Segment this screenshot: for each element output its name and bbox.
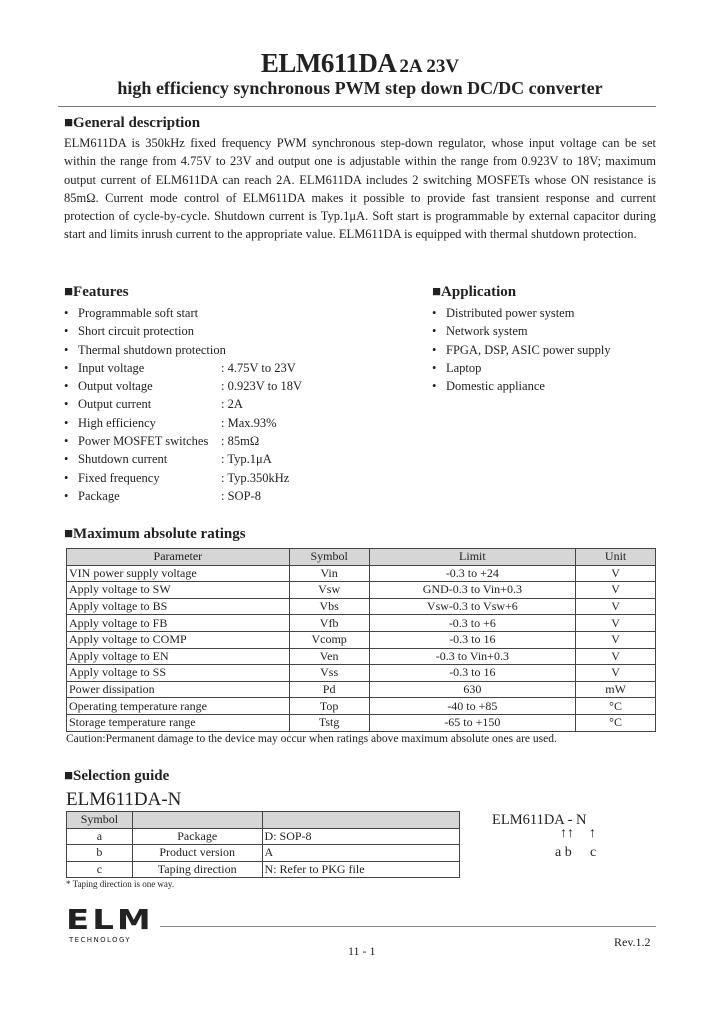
part-breakdown-label: ELM611DA - N: [492, 812, 587, 828]
rating-unit: V: [576, 582, 656, 599]
application-item: • Laptop: [432, 359, 662, 377]
rating-unit: mW: [576, 681, 656, 698]
selection-note: * Taping direction is one way.: [66, 879, 175, 889]
feature-item: [64, 341, 394, 359]
selection-part-number: ELM611DA-N: [66, 789, 182, 810]
rating-symbol: Vss: [289, 665, 369, 682]
model-rating: 2A 23V: [399, 56, 460, 77]
elm-logo: [66, 904, 154, 944]
feature-label: Short circuit protection: [78, 324, 194, 339]
ratings-caution: Caution:Permanent damage to the device may occur when ratings above maximum absolute ones are used.: [66, 733, 557, 745]
rating-limit: -40 to +85: [369, 698, 576, 715]
general-description-heading: ■General description: [64, 115, 201, 131]
feature-label: High efficiency: [78, 415, 156, 430]
feature-item: [64, 469, 394, 487]
selection-table: [66, 811, 460, 878]
ratings-heading: ■Maximum absolute ratings: [64, 526, 246, 542]
rating-limit: -0.3 to 16: [369, 665, 576, 682]
logo-mark: ELM: [66, 904, 154, 936]
table-row: [67, 828, 460, 845]
rating-unit: V: [576, 598, 656, 615]
selection-symbol: c: [67, 861, 133, 878]
revision-label: Rev.1.2: [614, 935, 651, 949]
footer-divider: [160, 926, 656, 927]
rating-symbol: Vsw: [289, 582, 369, 599]
feature-label: Package: [78, 488, 120, 503]
ratings-col-limit: Limit: [369, 549, 576, 566]
feature-label: Thermal shutdown protection: [78, 342, 226, 357]
rating-limit: -0.3 to 16: [369, 631, 576, 648]
ratings-col-parameter: Parameter: [67, 549, 290, 566]
table-row: [67, 681, 656, 698]
rating-unit: V: [576, 615, 656, 632]
part-breakdown-letter-c: c: [590, 845, 597, 860]
table-row: [67, 565, 656, 582]
rating-symbol: Vin: [289, 565, 369, 582]
table-row: [67, 698, 656, 715]
feature-item: [64, 359, 394, 377]
table-row: [67, 631, 656, 648]
feature-label: Programmable soft start: [78, 306, 199, 320]
rating-limit: -0.3 to +24: [369, 565, 576, 582]
table-row: [67, 861, 460, 878]
page-number: 11 - 1: [348, 944, 376, 958]
table-row: [67, 582, 656, 599]
selection-col-empty: [132, 812, 262, 829]
selection-symbol: a: [67, 828, 133, 845]
rating-parameter: Apply voltage to BS: [67, 598, 290, 615]
feature-item: [64, 395, 394, 413]
ratings-col-unit: Unit: [576, 549, 656, 566]
feature-label: Output voltage: [78, 379, 153, 394]
selection-item: Package: [132, 828, 262, 845]
feature-item: [64, 414, 394, 432]
ratings-col-symbol: Symbol: [289, 549, 369, 566]
feature-item: [64, 322, 394, 340]
rating-parameter: Power dissipation: [67, 681, 290, 698]
application-item: • Domestic appliance: [432, 377, 662, 395]
feature-label: Fixed frequency: [78, 470, 160, 485]
feature-item: [64, 450, 394, 468]
features-list: [64, 304, 394, 505]
rating-limit: Vsw-0.3 to Vsw+6: [369, 598, 576, 615]
selection-value: N: Refer to PKG file: [262, 861, 459, 878]
features-heading: ■Features: [64, 284, 129, 300]
table-row: [67, 714, 656, 731]
ratings-header-row: [67, 549, 656, 566]
rating-unit: V: [576, 665, 656, 682]
rating-parameter: VIN power supply voltage: [67, 565, 290, 582]
selection-header-row: [67, 812, 460, 829]
rating-parameter: Apply voltage to FB: [67, 615, 290, 632]
logo-subtext: TECHNOLOGY: [69, 936, 132, 944]
feature-value: : Max.93%: [221, 415, 277, 430]
model-name: ELM611DA: [260, 48, 397, 78]
feature-value: : 4.75V to 23V: [221, 360, 296, 375]
selection-heading: ■Selection guide: [64, 768, 170, 784]
rating-symbol: Tstg: [289, 714, 369, 731]
application-item: • FPGA, DSP, ASIC power supply: [432, 341, 662, 359]
feature-item: [64, 432, 394, 450]
rating-limit: 630: [369, 681, 576, 698]
application-item: • Network system: [432, 322, 662, 340]
application-list: [432, 304, 662, 395]
rating-symbol: Vcomp: [289, 631, 369, 648]
feature-value: : 2A: [221, 397, 243, 412]
table-row: [67, 598, 656, 615]
rating-limit: -65 to +150: [369, 714, 576, 731]
rating-symbol: Top: [289, 698, 369, 715]
feature-value: : SOP-8: [221, 488, 261, 503]
rating-symbol: Vfb: [289, 615, 369, 632]
part-breakdown-letters-ab: a b: [555, 845, 572, 860]
feature-value: : Typ.1μA: [221, 452, 272, 467]
selection-value: D: SOP-8: [262, 828, 459, 845]
rating-unit: V: [576, 648, 656, 665]
rating-symbol: Ven: [289, 648, 369, 665]
feature-label: Output current: [78, 397, 152, 412]
feature-label: Input voltage: [78, 360, 145, 375]
selection-value: A: [262, 845, 459, 862]
table-row: [67, 615, 656, 632]
selection-col-empty: [262, 812, 459, 829]
rating-parameter: Apply voltage to COMP: [67, 631, 290, 648]
title-divider: [58, 106, 656, 107]
document-subtitle: high efficiency synchronous PWM step down DC/DC converter: [117, 78, 603, 98]
rating-limit: -0.3 to +6: [369, 615, 576, 632]
rating-symbol: Vbs: [289, 598, 369, 615]
ratings-table: [66, 548, 656, 732]
rating-limit: GND-0.3 to Vin+0.3: [369, 582, 576, 599]
selection-col-symbol: Symbol: [67, 812, 133, 829]
feature-value: : 85mΩ: [221, 434, 260, 449]
table-row: [67, 665, 656, 682]
selection-item: Taping direction: [132, 861, 262, 878]
rating-parameter: Apply voltage to SW: [67, 582, 290, 599]
selection-symbol: b: [67, 845, 133, 862]
feature-item: [64, 304, 394, 322]
rating-parameter: Apply voltage to EN: [67, 648, 290, 665]
rating-parameter: Storage temperature range: [67, 714, 290, 731]
selection-item: Product version: [132, 845, 262, 862]
general-description-text: ELM611DA is 350kHz fixed frequency PWM synchronous step-down regulator, whose input voltage can be set within the range from 4.75V to 23V and output one is adjustable within the range from 0.923V to 18V; maximum output current of ELM611DA can reach 2A. ELM611DA includes 2 switching MOSFETs whose ON resistance is 85mΩ. Current mode control of ELM611DA makes it possible to provide fast transient response and current protection of cycle-by-cycle. Shutdown current is Typ.1μA. Soft start is programmable by external capacitor during start and limits inrush current to the appropriate value. ELM611DA is equipped with thermal shutdown protection.: [64, 136, 656, 242]
part-breakdown-arrows-ab: ↑↑: [560, 826, 574, 841]
feature-value: : 0.923V to 18V: [221, 379, 303, 394]
rating-unit: °C: [576, 698, 656, 715]
feature-item: [64, 487, 394, 505]
feature-item: [64, 377, 394, 395]
application-heading: ■Application: [432, 284, 517, 300]
feature-label: Shutdown current: [78, 452, 168, 467]
feature-label: Power MOSFET switches: [78, 434, 209, 449]
rating-parameter: Apply voltage to SS: [67, 665, 290, 682]
table-row: [67, 845, 460, 862]
rating-unit: V: [576, 631, 656, 648]
document-title: [0, 48, 720, 79]
table-row: [67, 648, 656, 665]
rating-unit: °C: [576, 714, 656, 731]
rating-limit: -0.3 to Vin+0.3: [369, 648, 576, 665]
rating-symbol: Pd: [289, 681, 369, 698]
part-breakdown-arrow-c: ↑: [589, 826, 596, 841]
application-item: • Distributed power system: [432, 304, 662, 322]
feature-value: : Typ.350kHz: [221, 470, 290, 485]
rating-unit: V: [576, 565, 656, 582]
rating-parameter: Operating temperature range: [67, 698, 290, 715]
